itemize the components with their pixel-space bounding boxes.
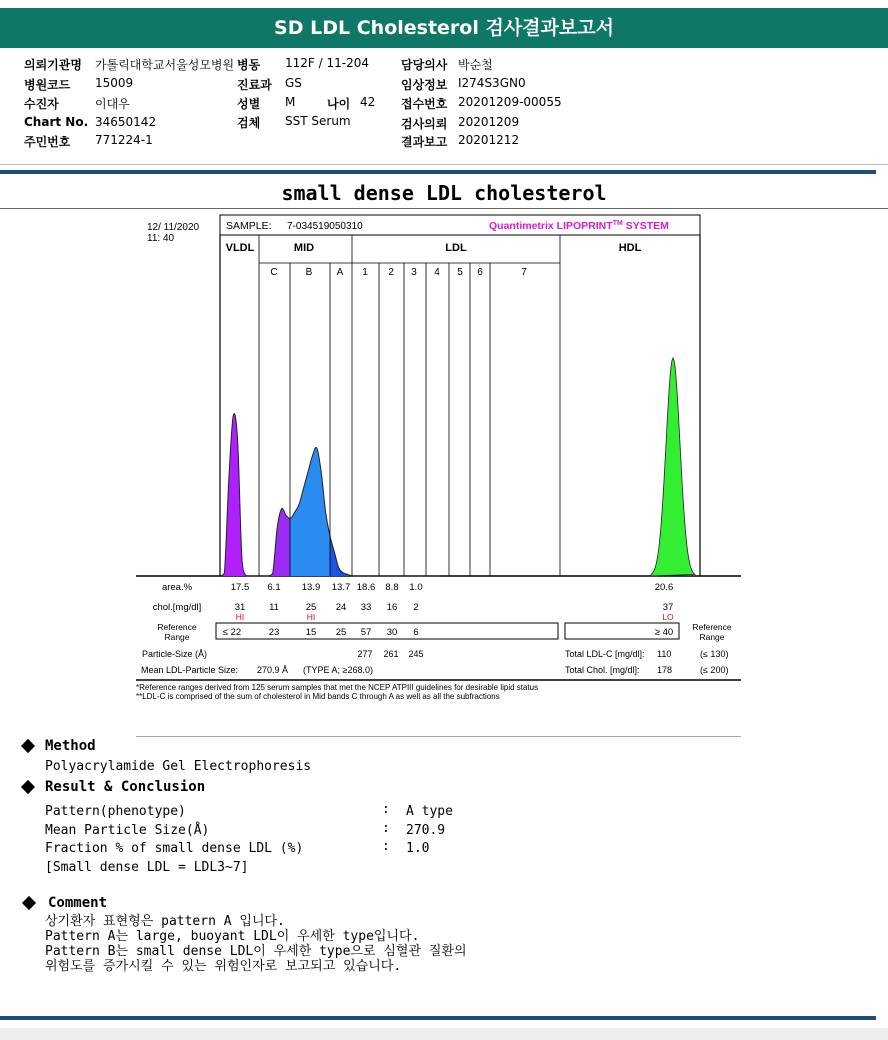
bullet-icon — [21, 739, 35, 753]
area-ldl1: 18.6 — [356, 582, 376, 593]
footer-rule — [0, 1016, 876, 1020]
band-label-4: 4 — [434, 267, 440, 278]
total-chol-ref: (≤ 200) — [700, 665, 729, 675]
request-label: 검사의뢰 — [401, 117, 448, 131]
accession-value: 20201209-00055 — [458, 95, 562, 109]
specimen-value: SST Serum — [285, 114, 351, 128]
sample-id: 7-034519050310 — [287, 221, 363, 232]
ref-ldl2: 30 — [386, 627, 398, 638]
accession-label: 접수번호 — [401, 97, 448, 111]
result-value-pattern: A type — [406, 804, 453, 819]
brand-logo: Quantimetrix LIPOPRINT™ SYSTEM — [489, 220, 669, 232]
area-vldl: 17.5 — [230, 582, 250, 593]
age-value: 42 — [360, 95, 376, 109]
comment-title: Comment — [48, 895, 108, 911]
ref-b: 15 — [305, 627, 317, 638]
summary-rows — [141, 649, 728, 675]
report-title: SD LDL Cholesterol 검사결과보고서 — [0, 8, 888, 48]
area-label: area.% — [161, 582, 193, 593]
ref-ldl3: 6 — [413, 627, 419, 638]
comment-line: Pattern B는 small dense LDL이 우세한 type으로 심혈관 질환의 — [45, 944, 467, 959]
ref-label-left-2: Range — [164, 632, 190, 642]
area-c: 6.1 — [267, 582, 281, 593]
doctor-label: 담당의사 — [401, 58, 448, 72]
band-label-6: 6 — [477, 267, 483, 278]
area-a: 13.7 — [331, 582, 351, 593]
method-text: Polyacrylamide Gel Electrophoresis — [45, 759, 312, 774]
particle-size-label: Particle-Size (Å) — [142, 649, 208, 659]
divider — [0, 164, 888, 165]
comment-line: 위험도를 증가시킬 수 있는 위험인자로 보고되고 있습니다. — [45, 959, 402, 974]
ref-label-left-1: Reference — [157, 622, 197, 632]
comment-line: 상기환자 표현형은 pattern A 입니다. — [45, 914, 285, 929]
particle-ldl1: 277 — [357, 649, 373, 659]
hospital-label: 의뢰기관명 — [24, 58, 82, 72]
result-colon: : — [382, 821, 390, 836]
group-mid: MID — [293, 242, 315, 254]
total-ldl-label: Total LDL-C [mg/dl]: — [565, 649, 645, 659]
result-label-fraction: Fraction % of small dense LDL (%) — [45, 841, 304, 856]
patient-info — [0, 56, 888, 156]
chart-time: 11: 40 — [147, 233, 175, 244]
chart-value: 34650142 — [95, 115, 157, 129]
lipoprint-chart — [0, 210, 888, 720]
sex-value: M — [285, 95, 296, 109]
band-label-7: 7 — [521, 267, 527, 278]
chol-ldl1: 33 — [360, 602, 372, 613]
specimen-label: 검체 — [237, 116, 261, 130]
result-title: Result & Conclusion — [45, 779, 206, 795]
sample-label: SAMPLE: — [226, 220, 272, 232]
section-rule — [0, 170, 876, 174]
chol-hdl: 37 — [662, 602, 674, 613]
chart-label: Chart No. — [24, 115, 89, 129]
clinical-value: I274S3GN0 — [458, 76, 526, 90]
band-label-5: 5 — [457, 267, 463, 278]
name-value: 이대우 — [95, 97, 130, 111]
page-bottom — [0, 1028, 888, 1040]
footnote-1: *Reference ranges derived from 125 serum samples that met the NCEP ATPIII guidelines for desirable lipid status — [136, 683, 539, 692]
group-vldl: VLDL — [225, 242, 255, 254]
total-chol-value: 178 — [657, 665, 673, 675]
band-label-3: 3 — [411, 267, 417, 278]
code-value: 15009 — [95, 76, 134, 90]
area-b: 13.9 — [301, 582, 321, 593]
mean-size-label: Mean LDL-Particle Size: — [141, 665, 239, 675]
result-colon: : — [382, 802, 390, 817]
chol-vldl: 31 — [234, 602, 246, 613]
bullet-icon — [21, 780, 35, 794]
title-underline — [0, 208, 888, 209]
dept-value: GS — [285, 76, 302, 90]
area-ldl2: 8.8 — [385, 582, 399, 593]
ref-c: 23 — [268, 627, 280, 638]
ref-label-right-2: Range — [699, 632, 725, 642]
chol-ldl3: 2 — [413, 602, 419, 613]
dept-label: 진료과 — [237, 78, 272, 92]
ssn-value: 771224-1 — [95, 133, 153, 147]
particle-ldl3: 245 — [408, 649, 424, 659]
band-label-1: 1 — [362, 267, 368, 278]
report-date-value: 20201212 — [458, 133, 520, 147]
group-hdl: HDL — [618, 242, 642, 254]
result-label-pattern: Pattern(phenotype) — [45, 804, 186, 819]
total-chol-label: Total Chol. [mg/dl]: — [565, 665, 640, 675]
section-title: small dense LDL cholesterol — [281, 181, 607, 205]
ref-hdl: ≥ 40 — [654, 627, 674, 638]
name-label: 수진자 — [24, 97, 59, 111]
hospital-value: 가톨릭대학교서울성모병원 — [95, 58, 235, 72]
bullet-icon — [22, 896, 36, 910]
result-note: [Small dense LDL = LDL3~7] — [45, 860, 249, 875]
method-divider — [136, 736, 741, 737]
area-ldl3: 1.0 — [409, 582, 423, 593]
request-value: 20201209 — [458, 115, 520, 129]
clinical-label: 임상정보 — [401, 78, 448, 92]
flag-hdl: LO — [662, 612, 674, 622]
band-fill-hdl — [651, 358, 695, 576]
particle-ldl2: 261 — [383, 649, 399, 659]
code-label: 병원코드 — [24, 78, 71, 92]
report-date-label: 결과보고 — [401, 135, 448, 149]
ward-label: 병동 — [237, 58, 261, 72]
ref-label-right-1: Reference — [692, 622, 732, 632]
footnote-2: **LDL-C is comprised of the sum of cholesterol in Mid bands C through A as well as all the subfractions — [136, 692, 500, 701]
area-hdl: 20.6 — [654, 582, 674, 593]
result-label-size: Mean Particle Size(Å) — [45, 823, 210, 838]
flag-b: HI — [306, 612, 316, 622]
band-label-b: B — [305, 267, 313, 278]
ward-value: 112F / 11-204 — [285, 56, 369, 70]
results-table — [153, 582, 732, 642]
band-label-c: C — [270, 267, 278, 278]
ref-a: 25 — [335, 627, 347, 638]
mean-size-value: 270.9 Å — [257, 665, 289, 675]
ref-ldl1: 57 — [360, 627, 372, 638]
total-ldl-ref: (≤ 130) — [700, 649, 729, 659]
result-colon: : — [382, 839, 390, 854]
total-ldl-value: 110 — [657, 649, 672, 659]
chart-date: 12/ 11/2020 — [147, 222, 200, 233]
result-value-fraction: 1.0 — [406, 841, 430, 856]
group-ldl: LDL — [445, 242, 467, 254]
method-title: Method — [45, 738, 96, 754]
ssn-label: 주민번호 — [24, 135, 71, 149]
mean-size-type: (TYPE A; ≥268.0) — [303, 665, 373, 675]
band-label-2: 2 — [388, 267, 394, 278]
age-label: 나이 — [327, 97, 351, 111]
result-value-size: 270.9 — [406, 823, 446, 838]
hdl-peak — [651, 358, 695, 576]
chol-b: 25 — [305, 602, 317, 613]
chol-ldl2: 16 — [386, 602, 398, 613]
chol-a: 24 — [335, 602, 347, 613]
ref-vldl: ≤ 22 — [222, 627, 242, 638]
flag-vldl: HI — [235, 612, 245, 622]
comment-line: Pattern A는 large, buoyant LDL이 우세한 type입니다. — [45, 929, 420, 944]
chol-c: 11 — [269, 602, 279, 613]
sex-label: 성별 — [237, 97, 261, 111]
band-label-a: A — [336, 267, 344, 278]
chol-label: chol.[mg/dl] — [152, 602, 202, 613]
doctor-value: 박순철 — [458, 58, 493, 72]
